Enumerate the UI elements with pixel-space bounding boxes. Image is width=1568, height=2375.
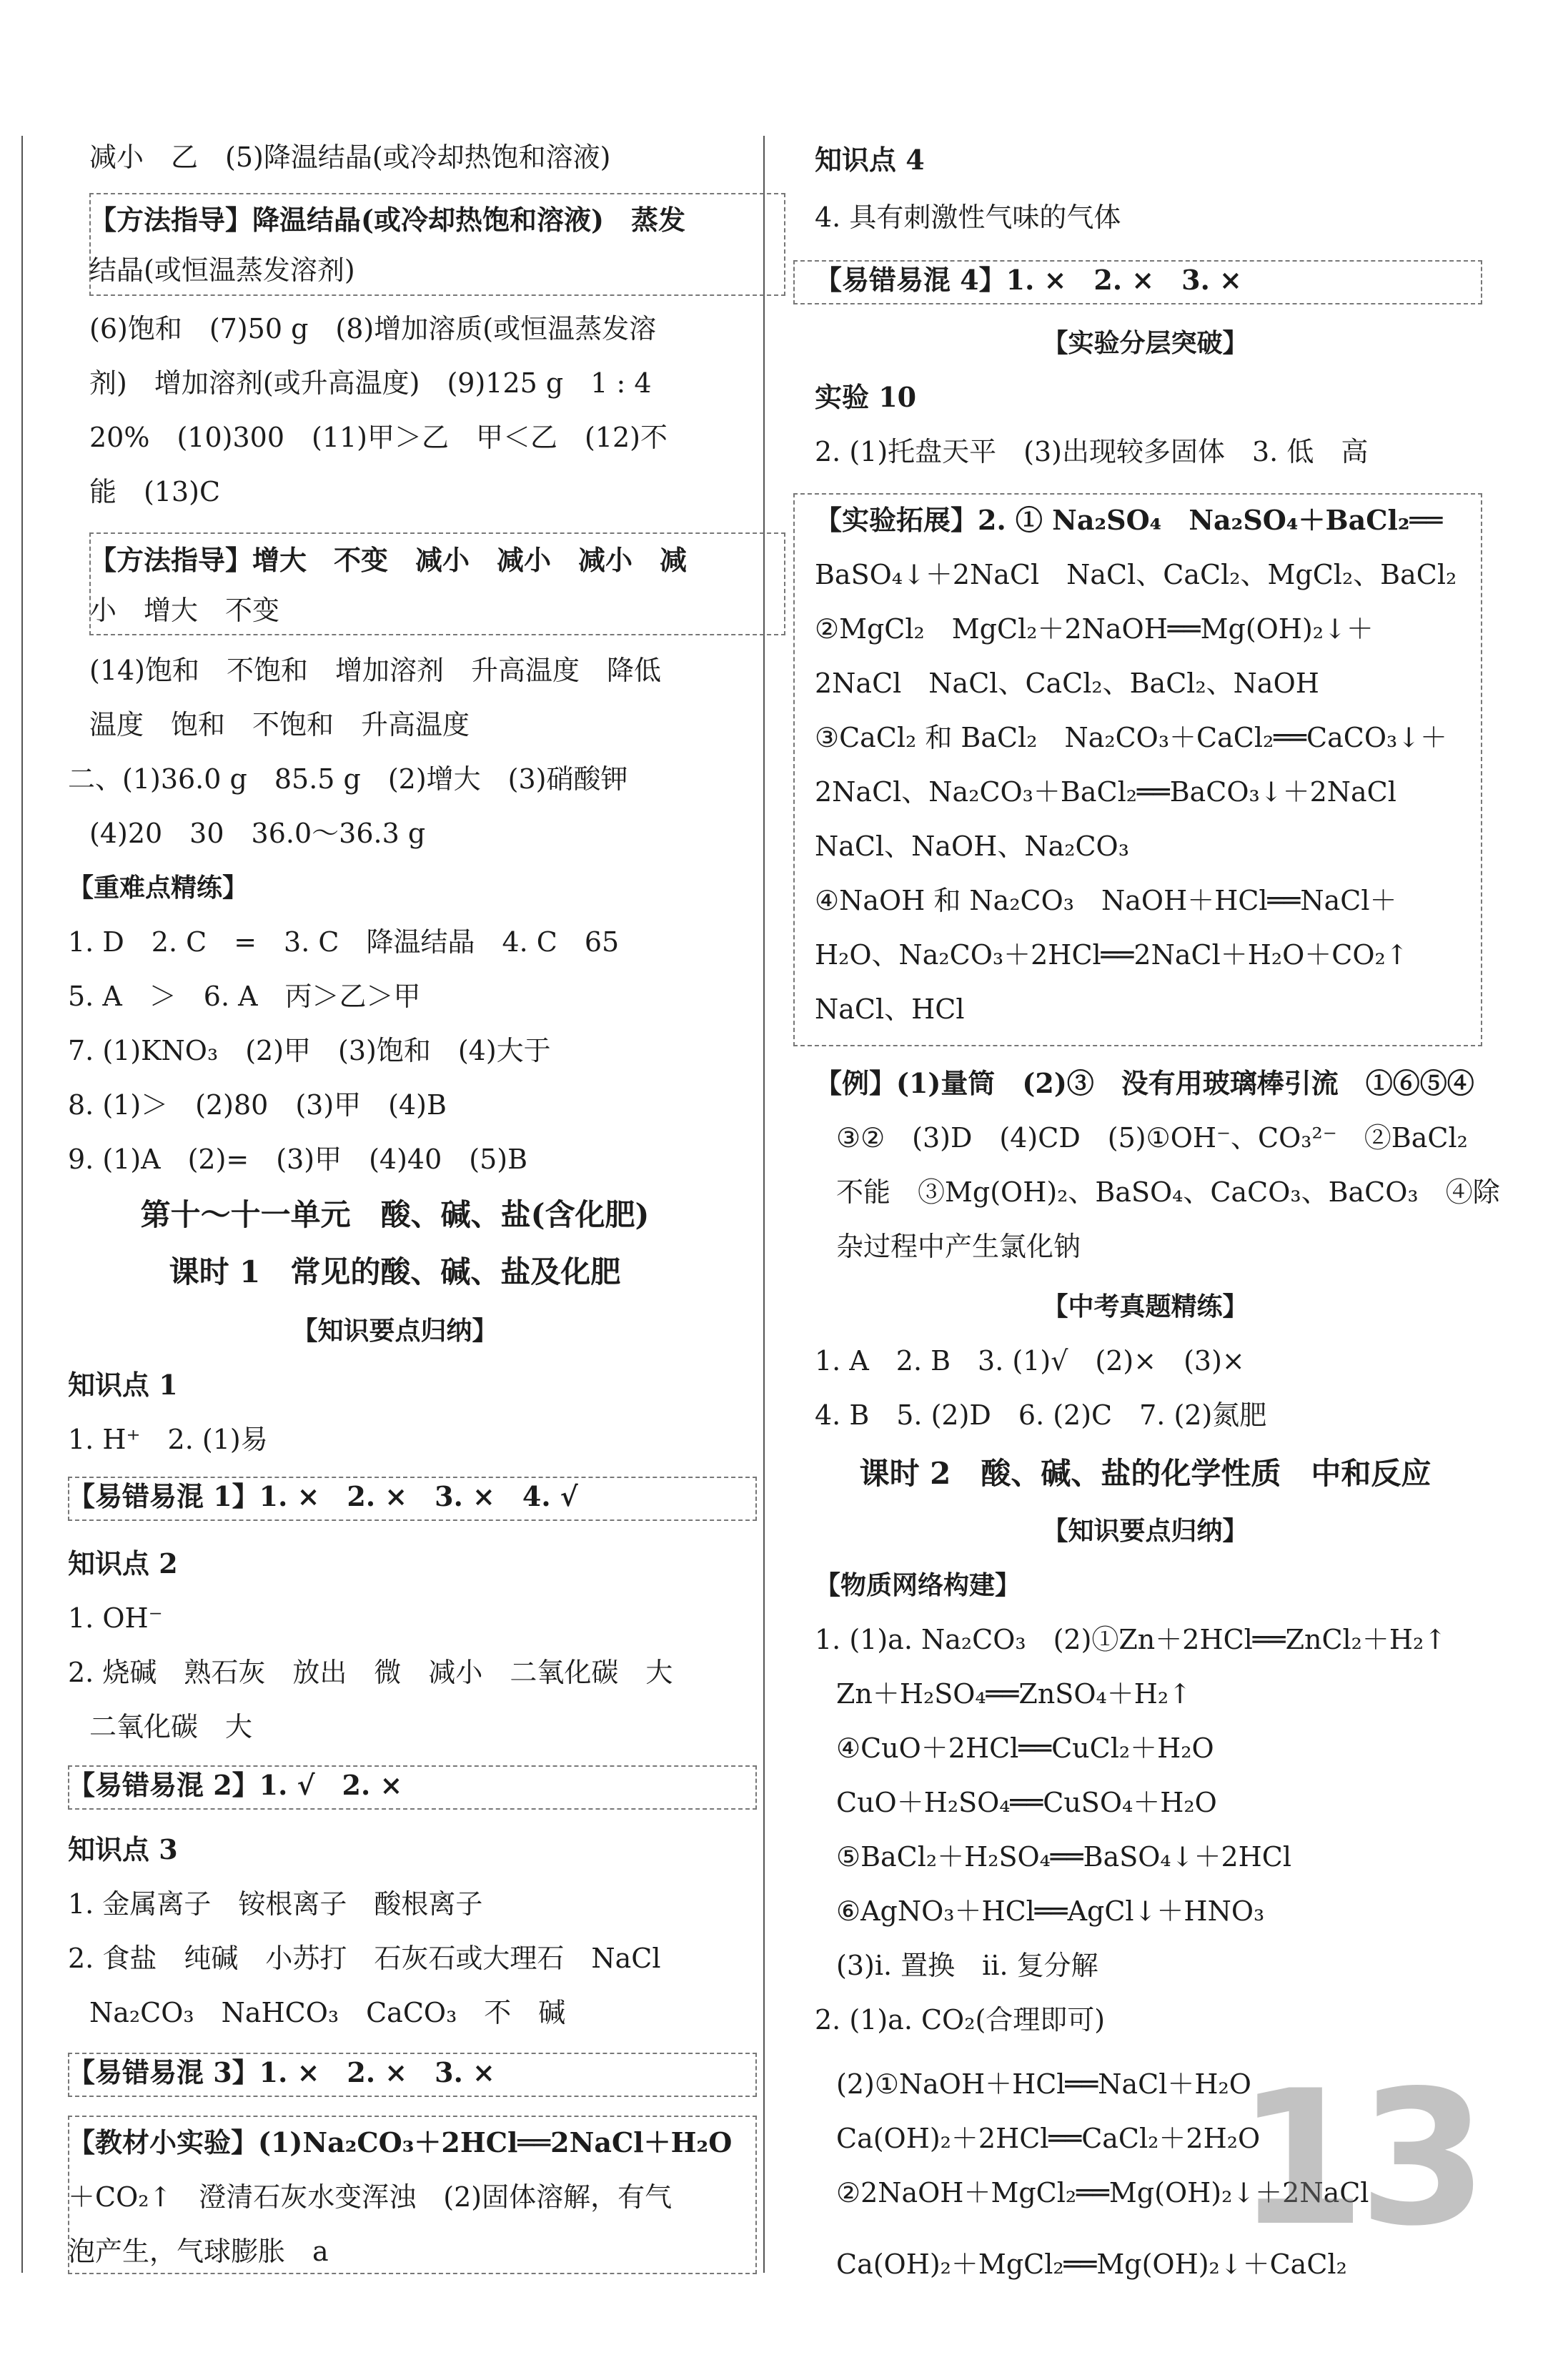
- text-line: (2)①NaOH＋HCl══NaCl＋H₂O: [836, 2068, 1251, 2100]
- text-line: ⑥AgNO₃＋HCl══AgCl↓＋HNO₃: [836, 1895, 1265, 1927]
- knowledge-point-heading: 知识点 3: [68, 1833, 178, 1865]
- text-line: 8. (1)＞ (2)80 (3)甲 (4)B: [68, 1089, 447, 1121]
- text-line: 4. B 5. (2)D 6. (2)C 7. (2)氮肥: [815, 1399, 1267, 1431]
- experiment-extension-line: 2NaCl、Na₂CO₃＋BaCl₂══BaCO₃↓＋2NaCl: [815, 776, 1396, 808]
- text-line: 2. 食盐 纯碱 小苏打 石灰石或大理石 NaCl: [68, 1943, 661, 1974]
- experiment-extension-line: 2NaCl NaCl、CaCl₂、BaCl₂、NaOH: [815, 668, 1319, 699]
- left-margin-rule: [21, 136, 23, 2273]
- knowledge-point-heading: 知识点 1: [68, 1369, 178, 1401]
- text-line: 2. (1)a. CO₂(合理即可): [815, 2004, 1106, 2036]
- text-line: Zn＋H₂SO₄══ZnSO₄＋H₂↑: [836, 1678, 1191, 1710]
- experiment-extension-line: 【实验拓展】2. ① Na₂SO₄ Na₂SO₄＋BaCl₂══: [815, 504, 1443, 536]
- text-line: 9. (1)A (2)= (3)甲 (4)40 (5)B: [68, 1144, 528, 1175]
- text-line: Ca(OH)₂＋2HCl══CaCl₂＋2H₂O: [836, 2123, 1261, 2154]
- section-heading: 【重难点精练】: [68, 873, 249, 903]
- unit-title: 第十～十一单元 酸、碱、盐(含化肥): [140, 1197, 650, 1232]
- experiment-extension-line: NaCl、NaOH、Na₂CO₃: [815, 830, 1129, 862]
- text-line: 二氧化碳 大: [89, 1711, 253, 1742]
- experiment-extension-line: ②MgCl₂ MgCl₂＋2NaOH══Mg(OH)₂↓＋: [815, 613, 1374, 645]
- text-line: 温度 饱和 不饱和 升高温度: [89, 709, 470, 740]
- text-line: (14)饱和 不饱和 增加溶剂 升高温度 降低: [89, 655, 662, 686]
- textbook-experiment-line: ＋CO₂↑ 澄清石灰水变浑浊 (2)固体溶解，有气: [68, 2181, 673, 2213]
- text-line: 杂过程中产生氯化钠: [836, 1231, 1081, 1262]
- column-divider: [763, 136, 765, 2273]
- error-prone-line: 【易错易混 4】1. × 2. × 3. ×: [815, 264, 1242, 296]
- text-line: 2. (1)托盘天平 (3)出现较多固体 3. 低 高: [815, 436, 1369, 467]
- experiment-extension-line: NaCl、HCl: [815, 993, 965, 1025]
- page-number: 13: [1236, 2051, 1481, 2267]
- text-line: 能 (13)C: [89, 476, 221, 507]
- error-prone-line: 【易错易混 2】1. √ 2. ×: [68, 1769, 403, 1801]
- experiment-extension-line: BaSO₄↓＋2NaCl NaCl、CaCl₂、MgCl₂、BaCl₂: [815, 559, 1457, 590]
- text-line: (3)i. 置换 ii. 复分解: [836, 1950, 1098, 1981]
- text-line: (6)饱和 (7)50 g (8)增加溶质(或恒温蒸发溶: [89, 313, 657, 344]
- text-line: CuO＋H₂SO₄══CuSO₄＋H₂O: [836, 1787, 1217, 1818]
- method-guide-line: 【方法指导】增大 不变 减小 减小 减小 减: [89, 544, 688, 576]
- text-line: Ca(OH)₂＋MgCl₂══Mg(OH)₂↓＋CaCl₂: [836, 2248, 1347, 2280]
- text-line: 1. 金属离子 铵根离子 酸根离子: [68, 1888, 483, 1920]
- text-line: 1. (1)a. Na₂CO₃ (2)①Zn＋2HCl══ZnCl₂＋H₂↑: [815, 1624, 1447, 1655]
- example-line: 【例】(1)量筒 (2)③ 没有用玻璃棒引流 ①⑥⑤④: [815, 1067, 1474, 1099]
- knowledge-point-heading: 知识点 4: [815, 144, 925, 176]
- text-line: 1. A 2. B 3. (1)√ (2)× (3)×: [815, 1345, 1245, 1377]
- section-heading: 【物质网络构建】: [815, 1570, 1021, 1600]
- text-line: ②2NaOH＋MgCl₂══Mg(OH)₂↓＋2NaCl: [836, 2177, 1369, 2208]
- text-line: (4)20 30 36.0～36.3 g: [89, 818, 426, 849]
- text-line: 20% (10)300 (11)甲＞乙 甲＜乙 (12)不: [89, 422, 668, 453]
- text-line: 1. D 2. C = 3. C 降温结晶 4. C 65: [68, 926, 620, 958]
- text-line: 7. (1)KNO₃ (2)甲 (3)饱和 (4)大于: [68, 1035, 551, 1066]
- error-prone-line: 【易错易混 1】1. × 2. × 3. × 4. √: [68, 1480, 578, 1512]
- text-line: 1. H⁺ 2. (1)易: [68, 1424, 268, 1455]
- text-line: 5. A ＞ 6. A 丙＞乙＞甲: [68, 981, 421, 1012]
- method-guide-line: 结晶(或恒温蒸发溶剂): [89, 254, 355, 286]
- textbook-experiment-line: 泡产生，气球膨胀 a: [68, 2236, 329, 2267]
- text-line: 不能 ③Mg(OH)₂、BaSO₄、CaCO₃、BaCO₃ ④除: [836, 1176, 1500, 1208]
- error-prone-line: 【易错易混 3】1. × 2. × 3. ×: [68, 2056, 495, 2088]
- text-line: Na₂CO₃ NaHCO₃ CaCO₃ 不 碱: [89, 1997, 566, 2028]
- text-line: 2. 烧碱 熟石灰 放出 微 减小 二氧化碳 大: [68, 1657, 673, 1688]
- text-line: 4. 具有刺激性气味的气体: [815, 202, 1121, 233]
- text-line: ③② (3)D (4)CD (5)①OH⁻、CO₃²⁻ ②BaCl₂: [836, 1122, 1468, 1154]
- experiment-extension-line: ④NaOH 和 Na₂CO₃ NaOH＋HCl══NaCl＋: [815, 885, 1397, 916]
- experiment-extension-line: ③CaCl₂ 和 BaCl₂ Na₂CO₃＋CaCl₂══CaCO₃↓＋: [815, 722, 1448, 753]
- text-line: 减小 乙 (5)降温结晶(或冷却热饱和溶液): [89, 142, 611, 173]
- lesson-title: 课时 2 酸、碱、盐的化学性质 中和反应: [859, 1456, 1431, 1491]
- text-line: 1. OH⁻: [68, 1602, 163, 1634]
- experiment-extension-line: H₂O、Na₂CO₃＋2HCl══2NaCl＋H₂O＋CO₂↑: [815, 939, 1409, 971]
- section-heading: 【知识要点归纳】: [1042, 1516, 1249, 1546]
- text-line: 剂) 增加溶剂(或升高温度) (9)125 g 1 : 4: [89, 367, 652, 399]
- lesson-title: 课时 1 常见的酸、碱、盐及化肥: [169, 1254, 621, 1289]
- text-line: ⑤BaCl₂＋H₂SO₄══BaSO₄↓＋2HCl: [836, 1841, 1292, 1873]
- text-line: ④CuO＋2HCl══CuCl₂＋H₂O: [836, 1732, 1214, 1764]
- section-heading: 【实验分层突破】: [1042, 328, 1249, 358]
- section-heading: 【中考真题精练】: [1042, 1291, 1249, 1322]
- experiment-heading: 实验 10: [815, 381, 917, 413]
- method-guide-line: 【方法指导】降温结晶(或冷却热饱和溶液) 蒸发: [89, 204, 685, 236]
- text-line: 二、(1)36.0 g 85.5 g (2)增大 (3)硝酸钾: [68, 763, 628, 795]
- method-guide-line: 小 增大 不变: [89, 595, 280, 626]
- knowledge-point-heading: 知识点 2: [68, 1547, 178, 1580]
- section-heading: 【知识要点归纳】: [292, 1316, 498, 1346]
- textbook-experiment-line: 【教材小实验】(1)Na₂CO₃＋2HCl══2NaCl＋H₂O: [68, 2126, 733, 2158]
